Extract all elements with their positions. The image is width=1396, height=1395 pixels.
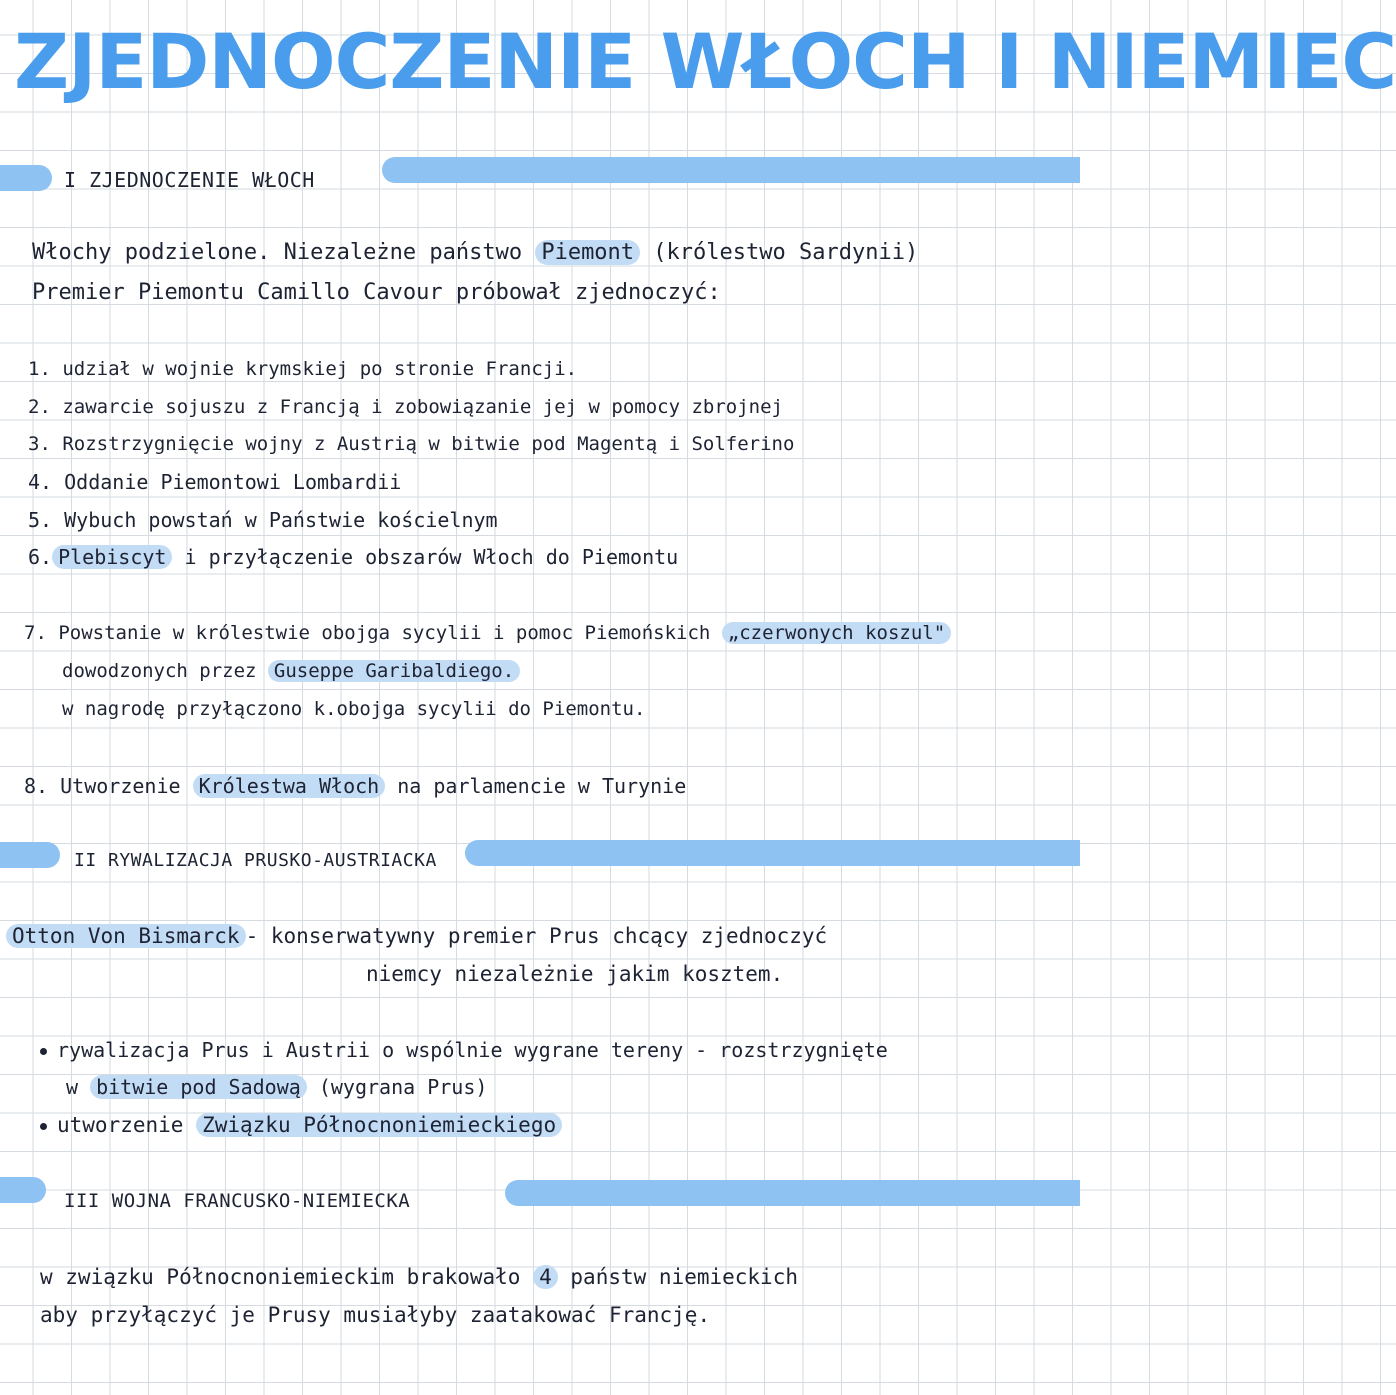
section-heading: II RYWALIZACJA PRUSKO-AUSTRIACKA: [74, 850, 437, 871]
intro-line: [32, 240, 918, 265]
highlight: „czerwonych koszul": [722, 622, 951, 644]
text: Włochy podzielone. Niezależne państwo: [32, 240, 523, 265]
section-bar-right: [505, 1180, 1080, 1206]
highlight: Otton Von Bismarck: [6, 924, 246, 948]
highlight: Plebiscyt: [52, 545, 172, 569]
list-item: [24, 622, 951, 644]
bismarck-line: niemcy niezależnie jakim kosztem.: [366, 962, 784, 986]
text: na parlamencie w Turynie: [397, 774, 687, 798]
section3-line: aby przyłączyć je Prusy musiałyby zaatakować Francję.: [40, 1303, 711, 1327]
list-item: 3. Rozstrzygnięcie wojny z Austrią w bitwie pod Magentą i Solferino: [28, 433, 795, 455]
highlight: Królestwa Włoch: [193, 774, 386, 798]
section-bar-right: [382, 157, 1080, 183]
bullet-item: [40, 1113, 562, 1137]
bullet-item: [40, 1038, 888, 1062]
section3-line: [40, 1265, 798, 1289]
text: rywalizacja Prus i Austrii o wspólnie wygrane tereny - rozstrzygnięte: [57, 1038, 888, 1062]
section-bar-left: [0, 165, 52, 191]
list-item: 4. Oddanie Piemontowi Lombardii: [28, 470, 402, 494]
text: 8. Utworzenie: [24, 774, 181, 798]
list-item: [28, 545, 678, 569]
highlight: Guseppe Garibaldiego.: [268, 660, 520, 682]
text: 7. Powstanie w królestwie obojga sycylii i pomoc Piemońskich: [24, 622, 711, 644]
text: państw niemieckich: [570, 1265, 798, 1289]
highlight: bitwie pod Sadową: [90, 1075, 307, 1099]
text: (królestwo Sardynii): [653, 240, 919, 265]
list-item: 1. udział w wojnie krymskiej po stronie Francji.: [28, 358, 578, 380]
text: - konserwatywny premier Prus chcący zjednoczyć: [245, 924, 828, 948]
text: w: [66, 1075, 79, 1099]
text: w związku Północnoniemieckim brakowało: [40, 1265, 521, 1289]
bullet-item: [66, 1075, 487, 1099]
highlight: 4: [533, 1265, 558, 1289]
section-heading: III WOJNA FRANCUSKO-NIEMIECKA: [64, 1190, 411, 1212]
text: i przyłączenie obszarów Włoch do Piemontu: [184, 545, 679, 569]
highlight: Związku Północnoniemieckiego: [196, 1113, 562, 1137]
text: utworzenie: [57, 1113, 184, 1137]
bullet-icon: [40, 1048, 47, 1055]
section-bar-left: [0, 1177, 46, 1203]
list-item: w nagrodę przyłączono k.obojga sycylii do Piemontu.: [62, 698, 646, 720]
list-item: [24, 774, 686, 798]
intro-line: Premier Piemontu Camillo Cavour próbował zjednoczyć:: [32, 280, 721, 305]
bismarck-line: [6, 924, 827, 948]
section-heading: I ZJEDNOCZENIE WŁOCH: [64, 168, 315, 192]
highlight: Piemont: [535, 240, 640, 265]
page-title: ZJEDNOCZENIE WŁOCH I NIEMIEC: [14, 17, 1396, 106]
section-bar-left: [0, 842, 60, 868]
list-item: 2. zawarcie sojuszu z Francją i zobowiązanie jej w pomocy zbrojnej: [28, 396, 783, 418]
list-item: [62, 660, 520, 682]
list-item: 5. Wybuch powstań w Państwie kościelnym: [28, 508, 498, 532]
text: dowodzonych przez: [62, 660, 257, 682]
text: 6.: [28, 545, 53, 569]
text: (wygrana Prus): [318, 1075, 488, 1099]
section-bar-right: [465, 840, 1080, 866]
bullet-icon: [40, 1123, 47, 1130]
